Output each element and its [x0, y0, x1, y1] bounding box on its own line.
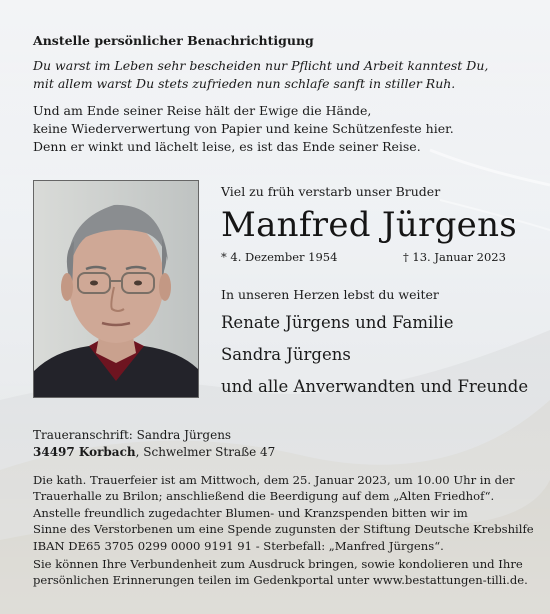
ceremony-line: Die kath. Trauerfeier ist am Mittwoch, dem 25. Januar 2023, um 10.00 Uhr in der: [33, 473, 515, 487]
closing-line: Sie können Ihre Verbundenheit zum Ausdruck bringen, sowie kondolieren und Ihre: [33, 557, 523, 571]
poem-italic-line: mit allem warst Du stets zufrieden nun schlafe sanft in stiller Ruh.: [33, 76, 456, 91]
ceremony-line: Trauerhalle zu Brilon; anschließend die Beerdigung auf dem „Alten Friedhof“.: [33, 489, 495, 504]
portrait-photo: [33, 180, 199, 398]
mourner-line: Renate Jürgens und Familie: [221, 313, 454, 332]
ceremony-line: IBAN DE65 3705 0299 0000 9191 91 - Sterbefall: „Manfred Jürgens“.: [33, 538, 444, 553]
closing-line: persönlichen Erinnerungen teilen im Gedenkportal unter www.bestattungen-tilli.de.: [33, 573, 528, 588]
ceremony-paragraph: [33, 472, 534, 554]
poem-italic-line: Du warst im Leben sehr bescheiden nur Pflicht und Arbeit kanntest Du,: [33, 58, 489, 73]
poem-regular-line: Denn er winkt und lächelt leise, es ist das Ende seiner Reise.: [33, 139, 421, 154]
ceremony-line: Anstelle freundlich zugedachter Blumen- und Kranzspenden bitten wir im: [33, 505, 468, 520]
address-line: [33, 445, 275, 459]
heart-line: In unseren Herzen lebst du weiter: [221, 287, 439, 302]
poem-italic: [33, 57, 488, 93]
notice-heading: Anstelle persönlicher Benachrichtigung: [33, 33, 314, 48]
closing-paragraph: [33, 556, 528, 589]
intro-line: Viel zu früh verstarb unser Bruder: [221, 184, 441, 199]
address-city: 34497 Korbach: [33, 445, 136, 459]
birth-date: * 4. Dezember 1954: [221, 250, 338, 264]
poem-regular-line: keine Wiederverwertung von Papier und keine Schützenfeste hier.: [33, 121, 454, 136]
death-date: † 13. Januar 2023: [403, 250, 506, 264]
poem-regular: [33, 102, 454, 156]
mourner-line: Sandra Jürgens: [221, 345, 351, 364]
address-street: , Schwelmer Straße 47: [135, 445, 276, 459]
deceased-name: Manfred Jürgens: [221, 205, 518, 245]
portrait-illustration: [34, 181, 198, 397]
mourner-line: und alle Anverwandten und Freunde: [221, 377, 529, 396]
ceremony-line: Sinne des Verstorbenen um eine Spende zugunsten der Stiftung Deutsche Krebshilfe: [33, 522, 534, 537]
poem-regular-line: Und am Ende seiner Reise hält der Ewige die Hände,: [33, 103, 372, 118]
address-label: Traueranschrift: Sandra Jürgens: [33, 428, 232, 442]
